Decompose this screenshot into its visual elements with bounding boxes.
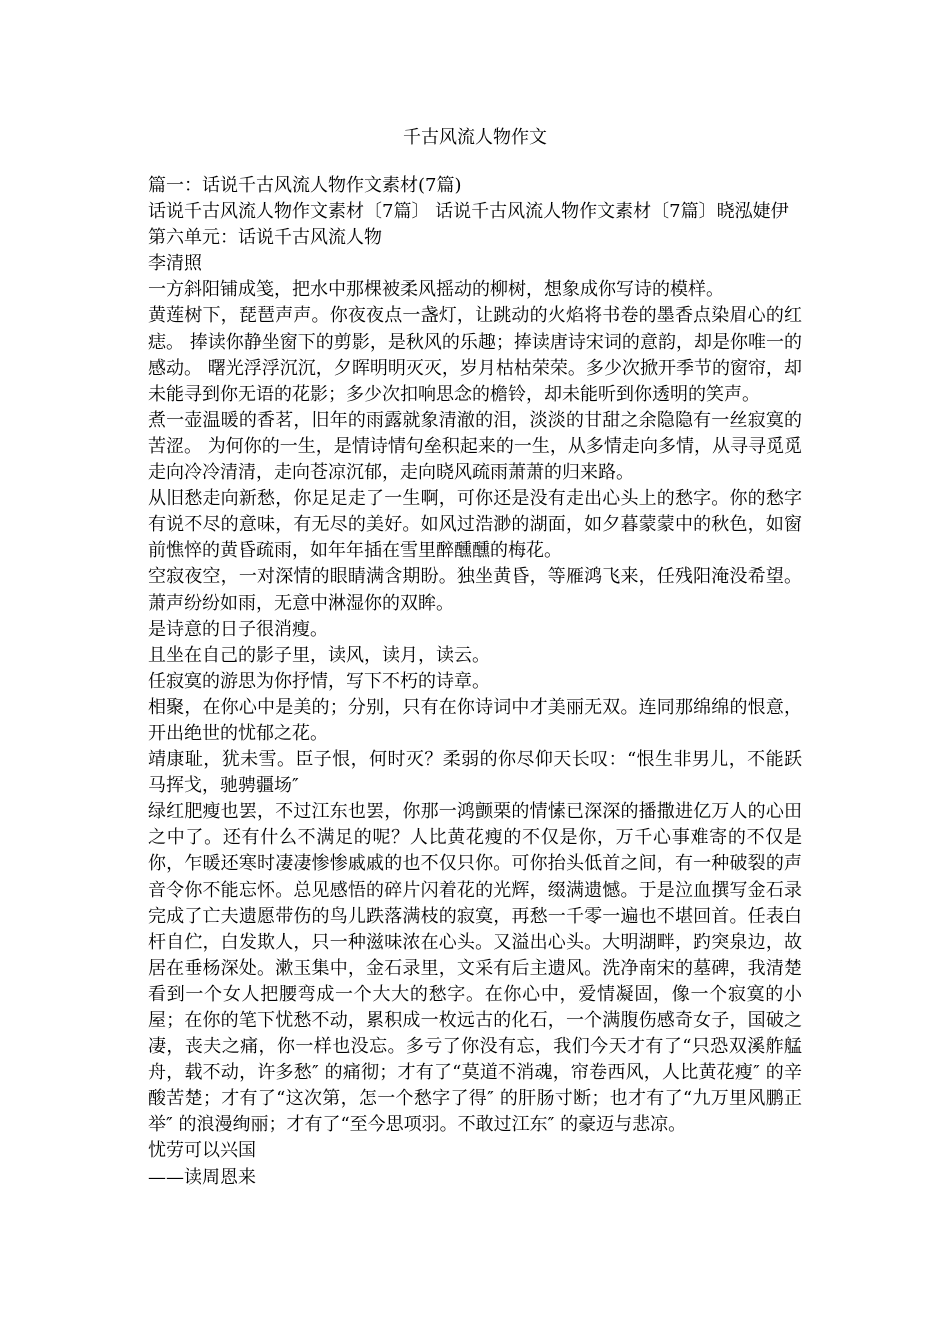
next-essay-title: 忧劳可以兴国	[148, 1140, 256, 1162]
document-title: 千古风流人物作文	[403, 127, 547, 148]
paragraph: 一方斜阳铺成笺，把水中那棵被柔风摇动的柳树，想象成你写诗的模样。	[148, 279, 724, 301]
paragraph: 是诗意的日子很消瘦。	[148, 618, 328, 640]
paragraph: 靖康耻，犹未雪。臣子恨，何时灭？柔弱的你尽仰天长叹：“恨生非男儿，不能跃马挥戈，驰骋疆场″	[148, 749, 802, 797]
paragraph: 黄莲树下，琵琶声声。你夜夜点一盏灯，让跳动的火焰将书卷的墨香点染眉心的红痣。 捧读你静坐窗下的剪影，是秋风的乐趣；捧读唐诗宋词的意韵，却是你唯一的感动。 曙光浮浮沉沉，夕晖明明灭灭，岁月枯枯荣荣。多少次掀开季节的窗帘，却未能寻到你无语的花影；多少次扣响思念的檐铃，却未能听到你透明的笑声。	[148, 305, 802, 405]
section-heading: 篇一：话说千古风流人物作文素材(7篇)	[148, 175, 462, 196]
paragraph: 且坐在自己的影子里，读风，读月，读云。	[148, 644, 490, 666]
unit-heading: 第六单元：话说千古风流人物	[148, 227, 382, 249]
next-essay-subtitle: ——读周恩来	[148, 1166, 256, 1188]
document-body	[148, 173, 802, 1191]
paragraph: 绿红肥瘦也罢，不过江东也罢，你那一鸿颤栗的情愫已深深的播撒进亿万人的心田之中了。还有什么不满足的呢？人比黄花瘦的不仅是你，万千心事难寄的不仅是你，乍暖还寒时凄凄惨惨戚戚的也不仅只你。可你抬头低首之间，有一种破裂的声音令你不能忘怀。总见感悟的碎片闪着花的光辉，缀满遗憾。于是泣血撰写金石录完成了亡夫遗愿带伤的鸟儿跌落满枝的寂寞，再愁一千零一遍也不堪回首。任表白杆自伫，白发欺人，只一种滋味浓在心头。又溢出心头。大明湖畔，趵突泉边，故居在垂杨深处。漱玉集中，金石录里，文采有后主遗风。洗净南宋的墓碑，我清楚看到一个女人把腰弯成一个大大的愁字。在你心中，爱情凝固，像一个寂寞的小屋；在你的笔下忧愁不动，累积成一枚远古的化石，一个满腹伤感奇女子，国破之凄，丧夫之痛，你一样也没忘。多亏了你没有忘，我们今天才有了“只恐双溪舴艋舟，载不动，许多愁″ 的痛彻；才有了“莫道不消魂，帘卷西风，人比黄花瘦″ 的辛酸苦楚；才有了“这次第，怎一个愁字了得″ 的肝肠寸断；也才有了“九万里风鹏正举″ 的浪漫绚丽；才有了“至今思项羽。不敢过江东″ 的豪迈与悲凉。	[148, 801, 802, 1136]
paragraph: 空寂夜空，一对深情的眼睛满含期盼。独坐黄昏，等雁鸿飞来，任残阳淹没希望。萧声纷纷如雨，无意中淋湿你的双眸。	[148, 566, 802, 614]
subtitle-line: 话说千古风流人物作文素材〔7篇〕 话说千古风流人物作文素材〔7篇〕晓泓婕伊	[148, 201, 789, 223]
paragraph: 煮一壶温暖的香茗，旧年的雨露就象清澈的泪，淡淡的甘甜之余隐隐有一丝寂寞的苦涩。 为何你的一生，是情诗情句垒积起来的一生，从多情走向多情，从寻寻觅觅走向冷冷清清，走向苍凉沉郁，走向晓风疏雨萧萧的归来路。	[148, 409, 802, 484]
paragraph: 相聚，在你心中是美的；分别，只有在你诗词中才美丽无双。连同那绵绵的恨意，开出绝世的忧郁之花。	[148, 696, 802, 744]
essay-title: 李清照	[148, 253, 202, 275]
paragraph: 从旧愁走向新愁，你足足走了一生啊，可你还是没有走出心头上的愁字。你的愁字有说不尽的意味，有无尽的美好。如风过浩渺的湖面，如夕暮蒙蒙中的秋色，如窗前憔悴的黄昏疏雨，如年年插在雪里醉醺醺的梅花。	[148, 488, 802, 562]
paragraph: 任寂寞的游思为你抒情，写下不朽的诗章。	[148, 670, 490, 692]
